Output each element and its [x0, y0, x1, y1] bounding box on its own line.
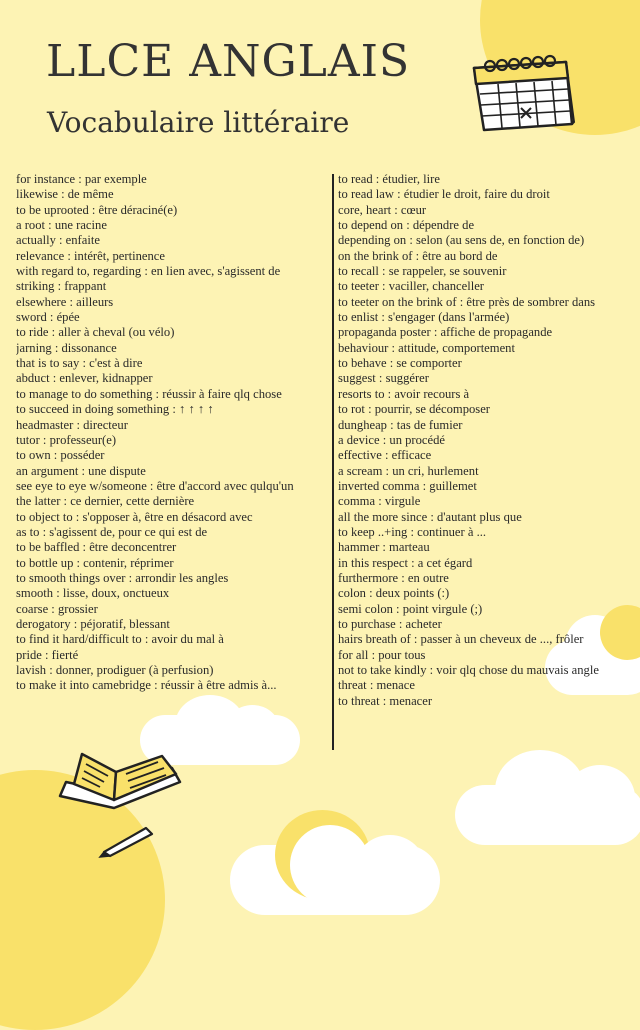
- vocab-entry: to be baffled : être deconcentrer: [16, 540, 177, 555]
- vocab-entry: to read : étudier, lire: [338, 172, 440, 186]
- vocab-entry: jarning : dissonance: [16, 340, 117, 355]
- vocab-entry: an argument : une dispute: [16, 463, 146, 478]
- vocab-entry: to find it hard/difficult to : avoir du mal à: [16, 632, 224, 647]
- vocab-entry: smooth : lisse, doux, onctueux: [16, 586, 170, 601]
- vocab-list-right: [338, 172, 634, 709]
- vocab-entry: effective : efficace: [338, 448, 432, 463]
- vocab-entry: relevance : intérêt, pertinence: [16, 248, 165, 263]
- vocab-entry: on the brink of : être au bord de: [338, 248, 498, 263]
- vocab-entry: to enlist : s'engager (dans l'armée): [338, 310, 510, 325]
- vocab-entry: to threat : menacer: [338, 693, 433, 708]
- vocab-entry: for instance : par exemple: [16, 172, 147, 186]
- pen-icon: [98, 822, 158, 858]
- vocab-entry: a root : une racine: [16, 218, 107, 233]
- vocab-entry: to purchase : acheter: [338, 616, 442, 631]
- vocab-entry: to make it into camebridge : réussir à être admis à...: [16, 678, 277, 693]
- vocab-entry: tutor : professeur(e): [16, 432, 117, 447]
- vocab-entry: depending on : selon (au sens de, en fonction de): [338, 233, 585, 248]
- vocab-entry: in this respect : a cet égard: [338, 555, 473, 570]
- vocab-entry: to read law : étudier le droit, faire du droit: [338, 187, 550, 202]
- vocab-list-left: [16, 172, 328, 694]
- vocab-entry: sword : épée: [16, 310, 80, 325]
- vocab-entry: suggest : suggérer: [338, 371, 429, 386]
- vocab-entry: to own : posséder: [16, 448, 105, 463]
- vocab-entry: threat : menace: [338, 678, 415, 693]
- vocab-entry: to manage to do something : réussir à faire qlq chose: [16, 386, 282, 401]
- vocab-entry: to smooth things over : arrondir les angles: [16, 570, 229, 585]
- vocab-entry: not to take kindly : voir qlq chose du mauvais angle: [338, 663, 599, 677]
- vocab-entry: a scream : un cri, hurlement: [338, 463, 479, 478]
- vocab-entry: see eye to eye w/someone : être d'accord avec qulqu'un: [16, 478, 294, 493]
- vocab-entry: behaviour : attitude, comportement: [338, 340, 515, 355]
- vocab-entry: furthermore : en outre: [338, 570, 449, 585]
- vocab-entry: to succeed in doing something : ↑ ↑ ↑ ↑: [16, 402, 214, 417]
- vocab-entry: striking : frappant: [16, 279, 107, 294]
- vocab-entry: elsewhere : ailleurs: [16, 294, 114, 309]
- open-book-icon: [52, 748, 187, 833]
- column-divider: [332, 174, 334, 750]
- vocab-entry: likewise : de même: [16, 187, 114, 202]
- vocab-entry: hairs breath of : passer à un cheveux de ..., frôler: [338, 632, 584, 647]
- vocab-entry: that is to say : c'est à dire: [16, 356, 143, 371]
- calendar-icon: [468, 46, 578, 138]
- vocab-entry: all the more since : d'autant plus que: [338, 509, 522, 524]
- vocab-entry: to teeter on the brink of : être près de sombrer dans: [338, 294, 596, 309]
- vocab-entry: lavish : donner, prodiguer (à perfusion): [16, 663, 214, 677]
- vocab-entry: a device : un procédé: [338, 432, 445, 447]
- vocab-entry: semi colon : point virgule (;): [338, 601, 483, 616]
- vocab-entry: as to : s'agissent de, pour ce qui est de: [16, 524, 208, 539]
- vocab-entry: to bottle up : contenir, réprimer: [16, 555, 174, 570]
- vocab-entry: propaganda poster : affiche de propagande: [338, 325, 553, 340]
- vocab-entry: to recall : se rappeler, se souvenir: [338, 264, 507, 279]
- vocab-entry: for all : pour tous: [338, 647, 426, 662]
- vocab-entry: coarse : grossier: [16, 601, 98, 616]
- vocab-entry: to be uprooted : être déraciné(e): [16, 202, 178, 217]
- page-subtitle: Vocabulaire littéraire: [47, 106, 350, 139]
- vocab-entry: to rot : pourrir, se décomposer: [338, 402, 490, 417]
- vocab-entry: headmaster : directeur: [16, 417, 128, 432]
- vocab-entry: inverted comma : guillemet: [338, 478, 477, 493]
- vocab-entry: to keep ..+ing : continuer à ...: [338, 524, 487, 539]
- vocab-entry: with regard to, regarding : en lien avec, s'agissent de: [16, 264, 281, 279]
- vocab-entry: to object to : s'opposer à, être en désacord avec: [16, 509, 253, 524]
- vocab-entry: to ride : aller à cheval (ou vélo): [16, 325, 175, 340]
- vocab-entry: dungheap : tas de fumier: [338, 417, 463, 432]
- cloud-bottom-center: [230, 810, 440, 906]
- vocab-entry: hammer : marteau: [338, 540, 430, 555]
- vocab-entry: the latter : ce dernier, cette dernière: [16, 494, 195, 509]
- vocab-entry: to teeter : vaciller, chanceller: [338, 279, 484, 294]
- vocab-entry: abduct : enlever, kidnapper: [16, 371, 153, 386]
- cloud-bottom-right: [455, 745, 640, 855]
- vocab-entry: derogatory : péjoratif, blessant: [16, 616, 170, 631]
- vocab-entry: to behave : se comporter: [338, 356, 462, 371]
- vocab-entry: actually : enfaite: [16, 233, 100, 248]
- vocab-entry: comma : virgule: [338, 494, 421, 509]
- vocab-entry: resorts to : avoir recours à: [338, 386, 470, 401]
- page-title: LLCE ANGLAIS: [46, 36, 411, 87]
- vocab-entry: to depend on : dépendre de: [338, 218, 475, 233]
- vocab-entry: pride : fierté: [16, 647, 79, 662]
- vocab-entry: colon : deux points (:): [338, 586, 450, 601]
- vocab-entry: core, heart : cœur: [338, 202, 427, 217]
